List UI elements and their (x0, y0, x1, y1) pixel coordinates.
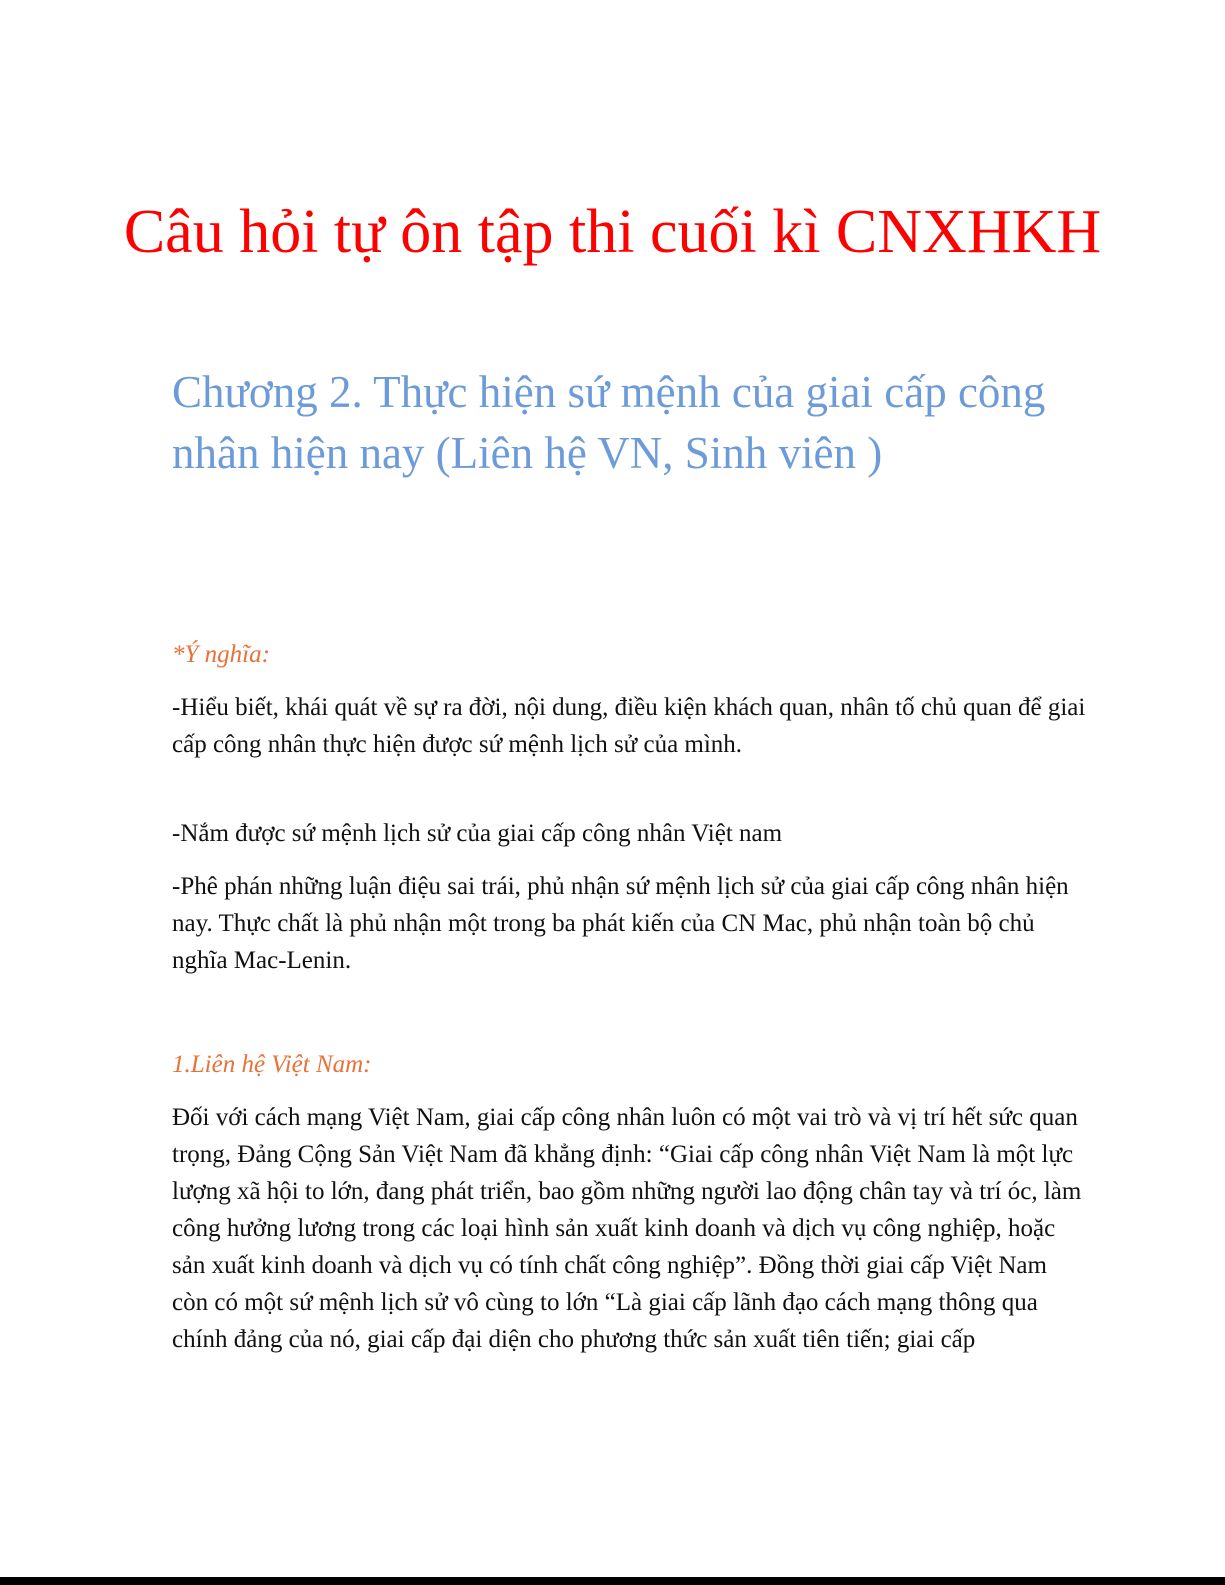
meaning-heading: *Ý nghĩa: (172, 641, 270, 668)
meaning-point: -Nắm được sứ mệnh lịch sử của giai cấp công nhân Việt nam (172, 820, 783, 847)
meaning-point: -Hiểu biết, khái quát về sự ra đời, nội dung, điều kiện khách quan, nhân tố chủ quan để giai cấp công nhân thực hiện được sứ mệnh lịch sử của mình. (172, 694, 1086, 758)
page-bottom-border (0, 1577, 1225, 1585)
vietnam-section-paragraph: Đối với cách mạng Việt Nam, giai cấp công nhân luôn có một vai trò và vị trí hết sức quan trọng, Đảng Cộng Sản Việt Nam đã khẳng định: “Giai cấp công nhân Việt Nam là một lực lượng xã hội to lớn, đang phát triển, bao gồm những người lao động chân tay và trí óc, làm công hưởng lương trong các loại hình sản xuất kinh doanh và dịch vụ công nghiệp, hoặc sản xuất kinh doanh và dịch vụ có tính chất công nghiệp”. Đồng thời giai cấp Việt Nam còn có một sứ mệnh lịch sử vô cùng to lớn “Là giai cấp lãnh đạo cách mạng thông qua chính đảng của nó, giai cấp đại diện cho phương thức sản xuất tiên tiến; giai cấp (172, 1104, 1082, 1353)
meaning-point: -Phê phán những luận điệu sai trái, phủ nhận sứ mệnh lịch sử của giai cấp công nhân hiện nay. Thực chất là phủ nhận một trong ba phát kiến của CN Mac, phủ nhận toàn bộ chủ nghĩa Mac-Lenin. (172, 873, 1069, 974)
document-title: Câu hỏi tự ôn tập thi cuối kì CNXHKH (123, 198, 1102, 266)
chapter-heading: Chương 2. Thực hiện sứ mệnh của giai cấp công nhân hiện nay (Liên hệ VN, Sinh viên ) (172, 367, 1046, 478)
vietnam-section-heading: 1.Liên hệ Việt Nam: (172, 1051, 372, 1078)
